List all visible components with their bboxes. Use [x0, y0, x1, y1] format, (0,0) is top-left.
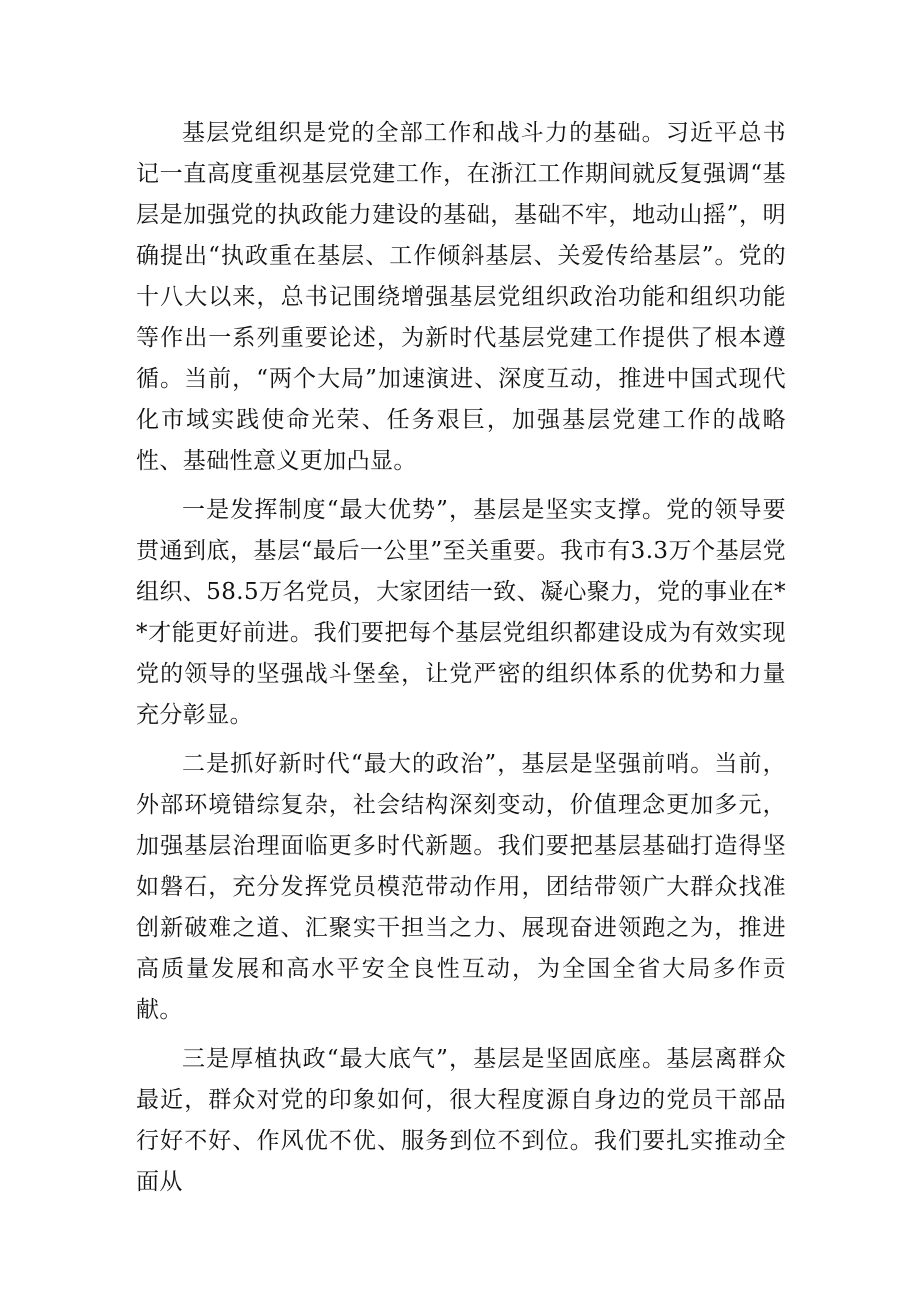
document-body	[136, 113, 786, 1203]
paragraph-intro: 基层党组织是党的全部工作和战斗力的基础。习近平总书记一直高度重视基层党建工作，在浙江工作期间就反复强调“基层是加强党的执政能力建设的基础，基础不牢，地动山摇”，明确提出“执政重在基层、工作倾斜基层、关爱传给基层”。党的十八大以来，总书记围绕增强基层党组织政治功能和组织功能等作出一系列重要论述，为新时代基层党建工作提供了根本遵循。当前，“两个大局”加速演进、深度互动，推进中国式现代化市域实践使命光荣、任务艰巨，加强基层党建工作的战略性、基础性意义更加凸显。	[136, 120, 786, 474]
paragraph-point-three: 三是厚植执政“最大底气”，基层是坚固底座。基层离群众最近，群众对党的印象如何，很大程度源自身边的党员干部品行好不好、作风优不优、服务到位不到位。我们要扎实推动全面从	[136, 1046, 786, 1195]
paragraph-point-one: 一是发挥制度“最大优势”，基层是坚实支撑。党的领导要贯通到底，基层“最后一公里”至关重要。我市有3.3万个基层党组织、58.5万名党员，大家团结一致、凝心聚力，党的事业在**才能更好前进。我们要把每个基层党组织都建设成为有效实现党的领导的坚强战斗堡垒，让党严密的组织体系的优势和力量充分彰显。	[136, 497, 786, 728]
paragraph-point-two: 二是抓好新时代“最大的政治”，基层是坚强前哨。当前，外部环境错综复杂，社会结构深刻变动，价值理念更加多元，加强基层治理面临更多时代新题。我们要把基层基础打造得坚如磐石，充分发挥党员模范带动作用，团结带领广大群众找准创新破难之道、汇聚实干担当之力、展现奋进领跑之为，推进高质量发展和高水平安全良性互动，为全国全省大局多作贡献。	[136, 751, 786, 1023]
